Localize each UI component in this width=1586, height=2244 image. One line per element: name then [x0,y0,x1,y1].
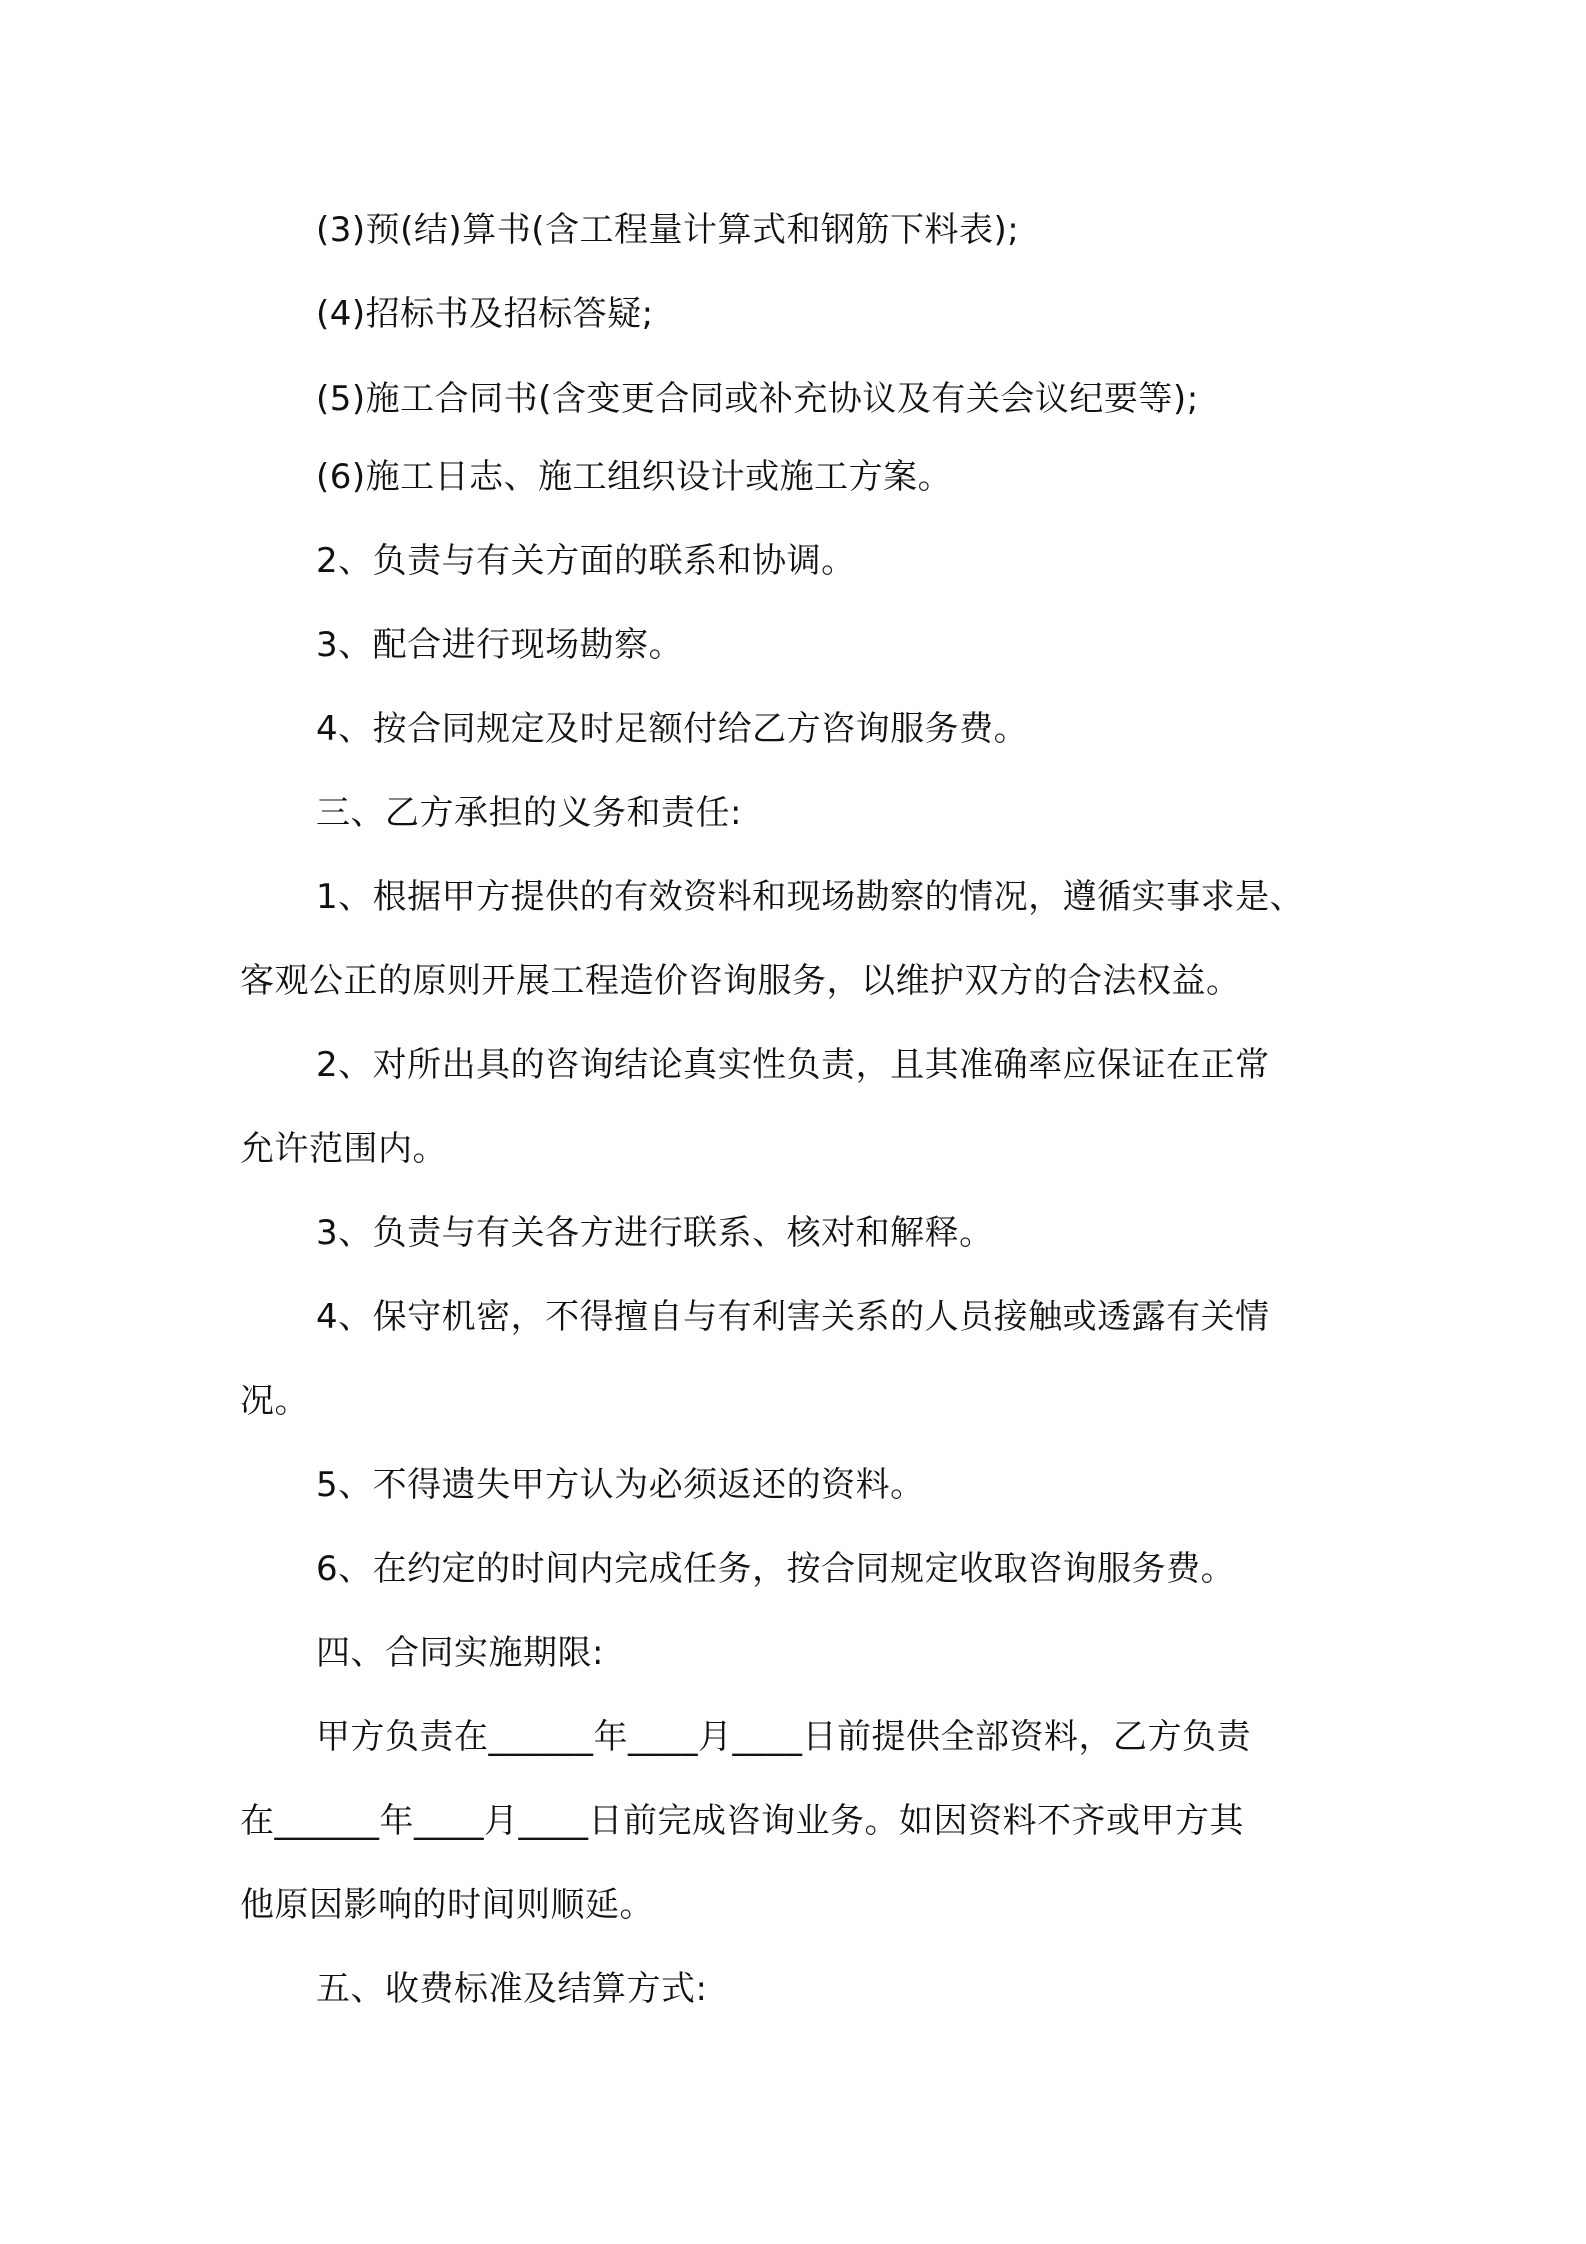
section-heading-3: 三、乙方承担的义务和责任: [316,793,742,833]
party-b-item-2-line2: 允许范围内。 [240,1129,447,1169]
party-b-item-4-line1: 4、保守机密，不得擅自与有利害关系的人员接触或透露有关情 [316,1297,1270,1337]
party-b-item-4-line2: 况。 [240,1381,309,1421]
list-item-4-tender: (4)招标书及招标答疑; [316,294,654,334]
list-item-5-contract: (5)施工合同书(含变更合同或补充协议及有关会议纪要等); [316,379,1199,419]
period-line1: 甲方负责在______年____月____日前提供全部资料，乙方负责 [316,1717,1251,1757]
party-a-item-3: 3、配合进行现场勘察。 [316,625,684,665]
section-heading-4: 四、合同实施期限: [316,1633,604,1673]
party-a-item-4: 4、按合同规定及时足额付给乙方咨询服务费。 [316,709,1029,749]
party-b-item-2-line1: 2、对所出具的咨询结论真实性负责，且其准确率应保证在正常 [316,1045,1270,1085]
list-item-6-log: (6)施工日志、施工组织设计或施工方案。 [316,457,953,497]
party-b-item-5: 5、不得遗失甲方认为必须返还的资料。 [316,1465,925,1505]
party-a-item-2: 2、负责与有关方面的联系和协调。 [316,541,856,581]
party-b-item-1-line2: 客观公正的原则开展工程造价咨询服务，以维护双方的合法权益。 [240,961,1241,1001]
party-b-item-1-line1: 1、根据甲方提供的有效资料和现场勘察的情况，遵循实事求是、 [316,877,1305,917]
party-b-item-6: 6、在约定的时间内完成任务，按合同规定收取咨询服务费。 [316,1549,1236,1589]
period-line2: 在______年____月____日前完成咨询业务。如因资料不齐或甲方其 [240,1801,1244,1841]
party-b-item-3: 3、负责与有关各方进行联系、核对和解释。 [316,1213,994,1253]
section-heading-5: 五、收费标准及结算方式: [316,1969,708,2009]
list-item-3-budget: (3)预(结)算书(含工程量计算式和钢筋下料表); [316,210,1020,250]
period-line3: 他原因影响的时间则顺延。 [240,1885,654,1925]
